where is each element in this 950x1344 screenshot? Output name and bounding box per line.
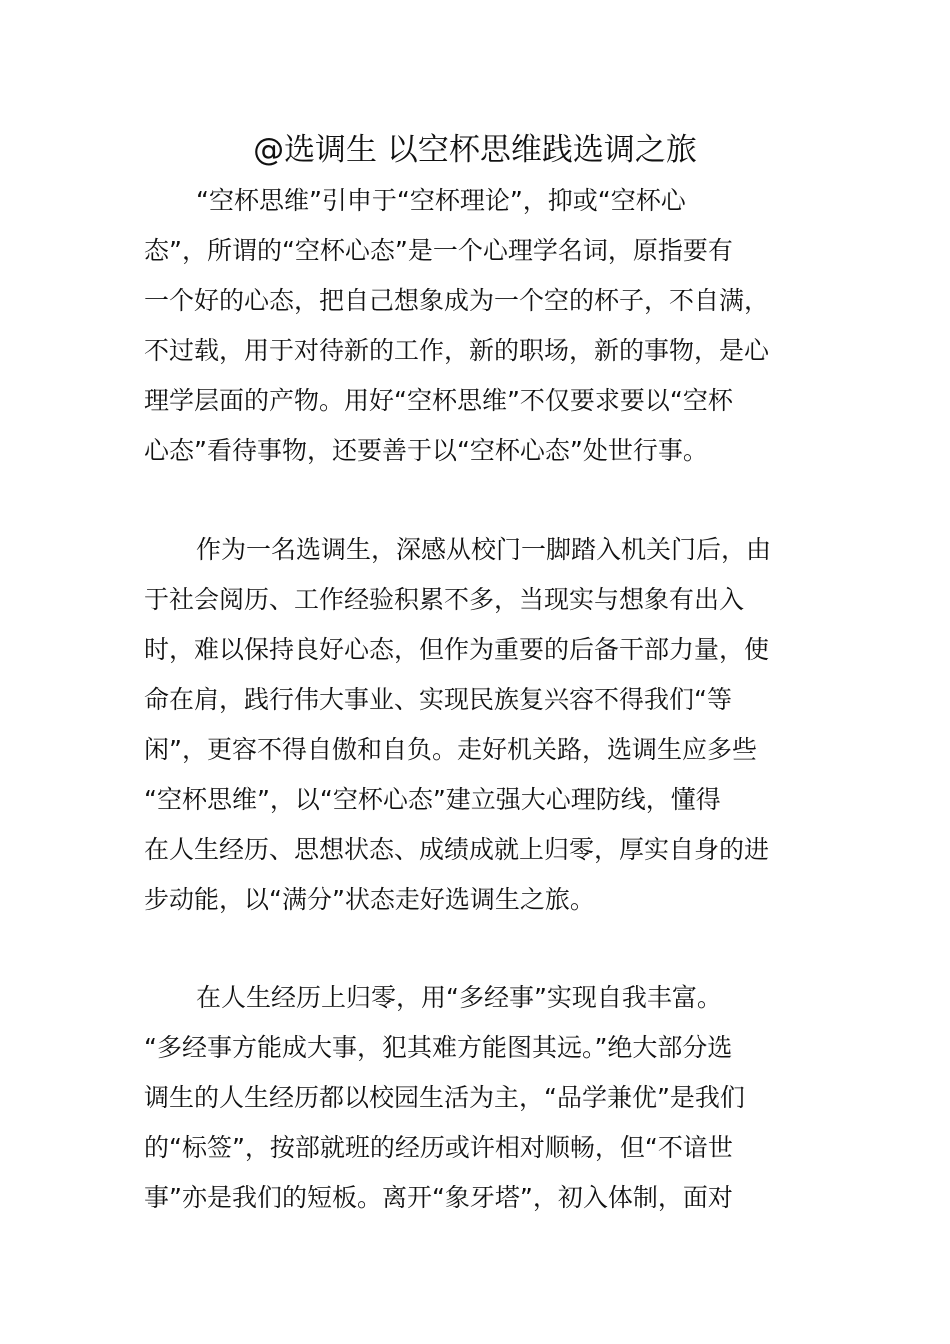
paragraph-line: 事”亦是我们的短板。离开“象牙塔”，初入体制，面对: [144, 1183, 733, 1212]
document-title: @选调生 以空杯思维践选调之旅: [253, 132, 697, 168]
paragraph-line: “空杯思维”引申于“空杯理论”，抑或“空杯心: [196, 186, 686, 215]
paragraph-line: 的“标签”，按部就班的经历或许相对顺畅，但“不谙世: [144, 1133, 733, 1162]
paragraph-line: “空杯思维”，以“空杯心态”建立强大心理防线，懂得: [144, 785, 721, 814]
paragraph-line: 命在肩，践行伟大事业、实现民族复兴容不得我们“等: [144, 685, 732, 714]
paragraph-line: 闲”，更容不得自傲和自负。走好机关路，选调生应多些: [144, 735, 757, 764]
paragraph-line: 于社会阅历、工作经验积累不多，当现实与想象有出入: [144, 585, 745, 614]
paragraph-1: [144, 176, 806, 476]
paragraph-line: 理学层面的产物。用好“空杯思维”不仅要求要以“空杯: [144, 386, 733, 415]
paragraph-line: 态”，所谓的“空杯心态”是一个心理学名词，原指要有: [144, 236, 733, 265]
paragraph-line: 调生的人生经历都以校园生活为主，“品学兼优”是我们: [144, 1083, 745, 1112]
paragraph-line: 作为一名选调生，深感从校门一脚踏入机关门后，由: [196, 535, 772, 564]
paragraph-line: 心态”看待事物，还要善于以“空杯心态”处世行事。: [144, 436, 708, 465]
paragraph-line: 一个好的心态，把自己想象成为一个空的杯子，不自满，: [144, 286, 770, 315]
paragraph-line: 在人生经历、思想状态、成绩成就上归零，厚实自身的进: [144, 835, 770, 864]
paragraph-line: “多经事方能成大事，犯其难方能图其远。”绝大部分选: [144, 1033, 733, 1062]
paragraph-3: [144, 973, 806, 1223]
paragraph-line: 时，难以保持良好心态，但作为重要的后备干部力量，使: [144, 635, 770, 664]
paragraph-line: 步动能，以“满分”状态走好选调生之旅。: [144, 885, 595, 914]
paragraph-line: 不过载，用于对待新的工作，新的职场，新的事物，是心: [144, 336, 770, 365]
paragraph-line: 在人生经历上归零，用“多经事”实现自我丰富。: [196, 983, 722, 1012]
paragraph-2: [144, 525, 806, 925]
